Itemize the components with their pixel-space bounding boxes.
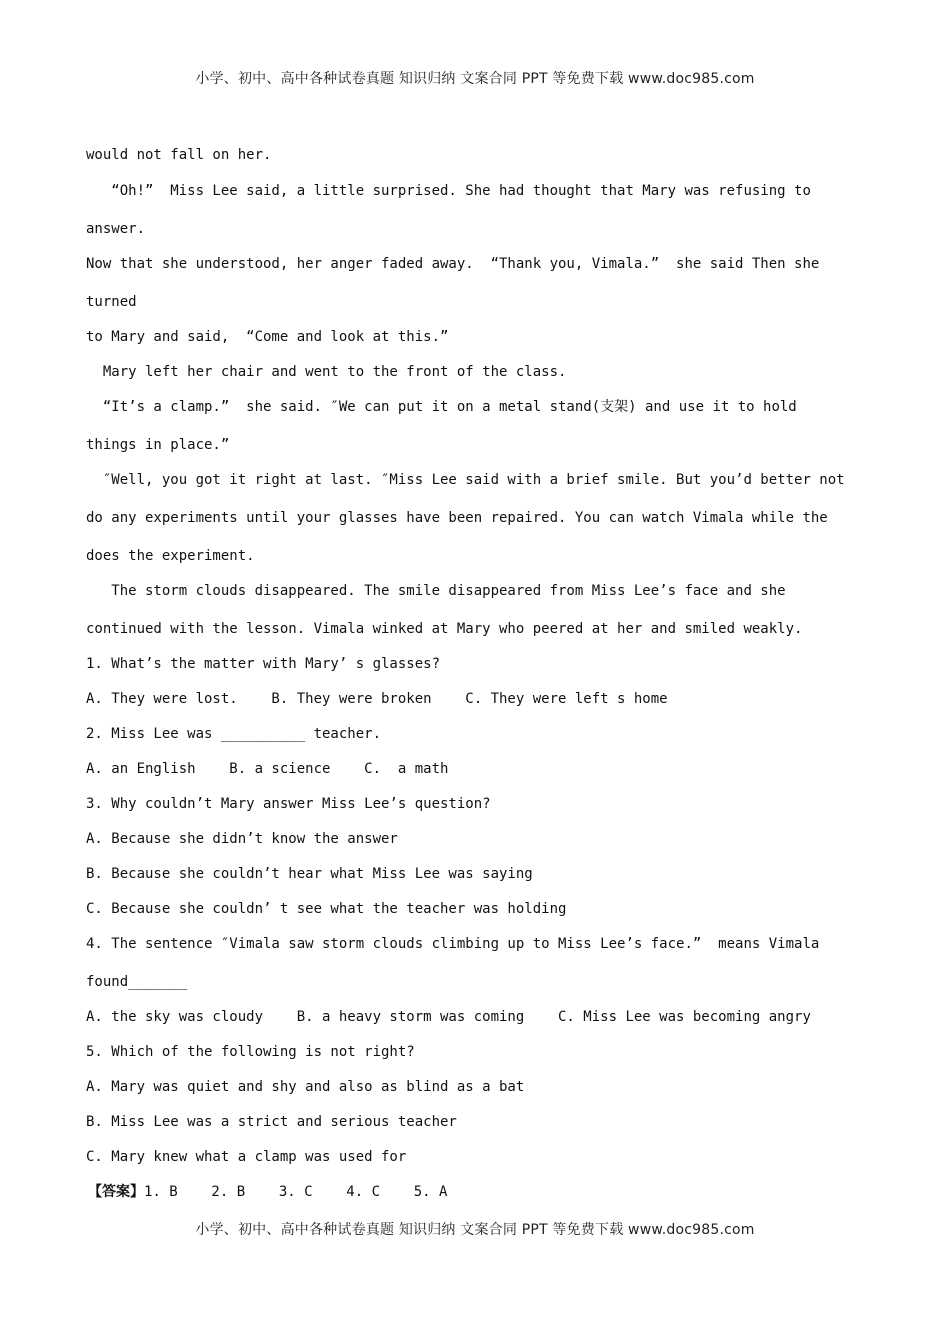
question-line: 2. Miss Lee was __________ teacher. bbox=[86, 726, 382, 742]
question-line: 5. Which of the following is not right? bbox=[86, 1044, 415, 1060]
passage-line: Now that she understood, her anger faded away. “Thank you, Vimala.” she said Then she bbox=[86, 256, 820, 272]
passage-line: answer. bbox=[86, 221, 146, 237]
question-line: C. Because she couldn’ t see what the teacher was holding bbox=[86, 901, 567, 917]
passage-line: ″Well, you got it right at last. ″Miss Lee said with a brief smile. But you’d better not bbox=[86, 472, 845, 488]
question-line: A. They were lost. B. They were broken C. They were left s home bbox=[86, 691, 668, 707]
passage-line: does the experiment. bbox=[86, 548, 255, 564]
page-header: 小学、初中、高中各种试卷真题 知识归纳 文案合同 PPT 等免费下载 www.doc985.com bbox=[195, 71, 755, 87]
question-line: 4. The sentence ″Vimala saw storm clouds climbing up to Miss Lee’s face.” means Vimala bbox=[86, 936, 820, 952]
passage-line: turned bbox=[86, 294, 137, 310]
passage-line: “Oh!” Miss Lee said, a little surprised. She had thought that Mary was refusing to bbox=[86, 183, 811, 199]
question-line: B. Miss Lee was a strict and serious teacher bbox=[86, 1114, 457, 1130]
answer-text: 1. B 2. B 3. C 4. C 5. A bbox=[144, 1184, 448, 1200]
question-line: A. an English B. a science C. a math bbox=[86, 761, 449, 777]
document-body bbox=[86, 146, 856, 1200]
question-line: C. Mary knew what a clamp was used for bbox=[86, 1149, 407, 1165]
passage-line: “It’s a clamp.” she said. ″We can put it on a metal stand(支架) and use it to hold bbox=[86, 399, 797, 415]
passage-line: do any experiments until your glasses have been repaired. You can watch Vimala while the bbox=[86, 510, 828, 526]
answer-label: 【答案】 bbox=[88, 1184, 144, 1200]
question-line: B. Because she couldn’t hear what Miss Lee was saying bbox=[86, 866, 533, 882]
question-line: found_______ bbox=[86, 974, 188, 990]
passage-line: to Mary and said, “Come and look at this.” bbox=[86, 329, 449, 345]
passage-line: Mary left her chair and went to the front of the class. bbox=[86, 364, 567, 380]
page-footer: 小学、初中、高中各种试卷真题 知识归纳 文案合同 PPT 等免费下载 www.doc985.com bbox=[195, 1222, 755, 1238]
passage-line: continued with the lesson. Vimala winked at Mary who peered at her and smiled weakly. bbox=[86, 621, 803, 637]
answer-key bbox=[88, 1183, 447, 1201]
question-line: 1. What’s the matter with Mary’ s glasses? bbox=[86, 656, 441, 672]
passage-line: would not fall on her. bbox=[86, 147, 272, 163]
passage-line: things in place.” bbox=[86, 437, 230, 453]
question-line: A. Because she didn’t know the answer bbox=[86, 831, 398, 847]
passage-line: The storm clouds disappeared. The smile disappeared from Miss Lee’s face and she bbox=[86, 583, 786, 599]
question-line: 3. Why couldn’t Mary answer Miss Lee’s question? bbox=[86, 796, 491, 812]
question-line: A. Mary was quiet and shy and also as blind as a bat bbox=[86, 1079, 525, 1095]
question-line: A. the sky was cloudy B. a heavy storm was coming C. Miss Lee was becoming angry bbox=[86, 1009, 811, 1025]
